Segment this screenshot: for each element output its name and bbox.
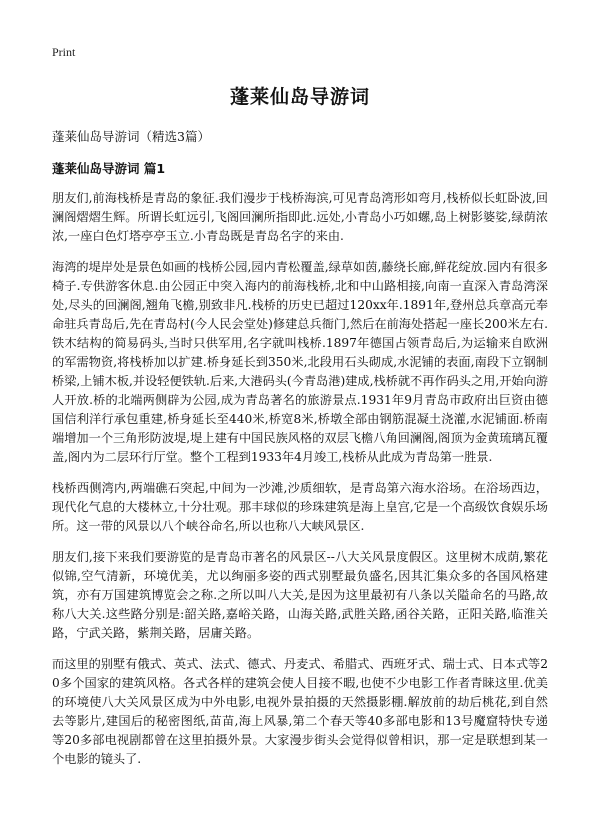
paragraph-5: 而这里的别墅有俄式、英式、法式、德式、丹麦式、希腊式、西班牙式、瑞士式、日本式等20多个国家的建筑风格。各式各样的建筑会使人目接不暇,也使不少电影工作者青睐这里.优美的环境使八大关风景区成为中外电影,电视外景拍摄的天然摄影棚.解放前的劫后桃花,到自然去等影片,建国后的秘密图纸,苗苗,海上风暴,第二个春天等40多部电影和13号魔窟特快专递等20多部电视剧都曾在这里拍摄外景。大家漫步街头会觉得似曾相识，那一定是联想到某一个电影的镜头了. — [52, 657, 548, 766]
page-title: 蓬莱仙岛导游词 — [229, 86, 370, 108]
paragraph-1: 朋友们,前海栈桥是青岛的象征.我们漫步于栈桥海滨,可见青岛湾形如弯月,栈桥似长虹卧波,回澜阁熠熠生辉。所谓长虹远引,飞阁回澜所指即此.远处,小青岛小巧如螺,岛上树影婆娑,绿荫浓浓,一座白色灯塔亭亭玉立.小青岛既是青岛名字的来由. — [52, 191, 548, 243]
print-link[interactable]: Print — [52, 45, 76, 59]
paragraph-3: 栈桥西侧湾内,两端礁石突起,中间为一沙滩,沙质细软，是青岛第六海水浴场。在浴场西边，现代化气息的大楼林立,十分壮观。那丰球似的珍珠建筑是海上皇宫,它是一个高级饮食娱乐场所。这一带的风景以八个峡谷命名,所以也称八大峡风景区. — [52, 481, 548, 533]
document-subtitle: 蓬莱仙岛导游词（精选3篇） — [52, 129, 210, 144]
paragraph-2: 海湾的堤岸处是景色如画的栈桥公园,园内青松覆盖,绿草如茵,藤绕长廊,鲜花绽放.园内有很多椅子.专供游客休息.由公园正中突入海内的前海栈桥,北和中山路相接,向南一直深入青岛湾深处,尽头的回澜阁,翘角飞檐,别致非凡.栈桥的历史已超过120xx年.1891年,登州总兵章高元奉命驻兵青岛后,先在青岛村(今人民会堂处)修建总兵衙门,然后在前海处搭起一座长200米左右.铁木结构的简易码头,当时只供军用,名字就叫栈桥.1897年德国占领青岛后,为运输来自欧洲的军需物资,将栈桥加以扩建.桥身延长到350米,北段用石头砌成,水泥铺的表面,南段下立钢制桥梁,上铺木板,并设轻便铁轨.后来,大港码头(今青岛港)建成,栈桥就不再作码头之用,开始向游人开放.桥的北端两侧辟为公园,成为青岛著名的旅游景点.1931年9月青岛市政府出巨资由德国信利洋行承包重建,桥身延长至440米,桥宽8米,桥墩全部由钢筋混凝土浇灌,水泥铺面.桥南端增加一个三角形防波堤,堤上建有中国民族风格的双层飞檐八角回澜阁,阁顶为金黄琉璃瓦覆盖,阁内为二层环行厅堂。整个工程到1933年4月竣工,栈桥从此成为青岛第一胜景. — [52, 260, 548, 464]
section-heading: 蓬莱仙岛导游词 篇1 — [52, 161, 166, 176]
paragraph-4: 朋友们,接下来我们要游览的是青岛市著名的风景区--八大关风景度假区。这里树木成荫,繁花似锦,空气清新，环境优美，尤以绚丽多姿的西式别墅最负盛名,因其汇集众多的各国风格建筑，亦有万国建筑博览会之称.之所以叫八大关,是因为这里最初有八条以关隘命名的马路,故称八大关.这些路分别是:韶关路,嘉峪关路，山海关路,武胜关路,函谷关路，正阳关路,临淮关路，宁武关路，紫荆关路，居庸关路。 — [52, 550, 548, 640]
